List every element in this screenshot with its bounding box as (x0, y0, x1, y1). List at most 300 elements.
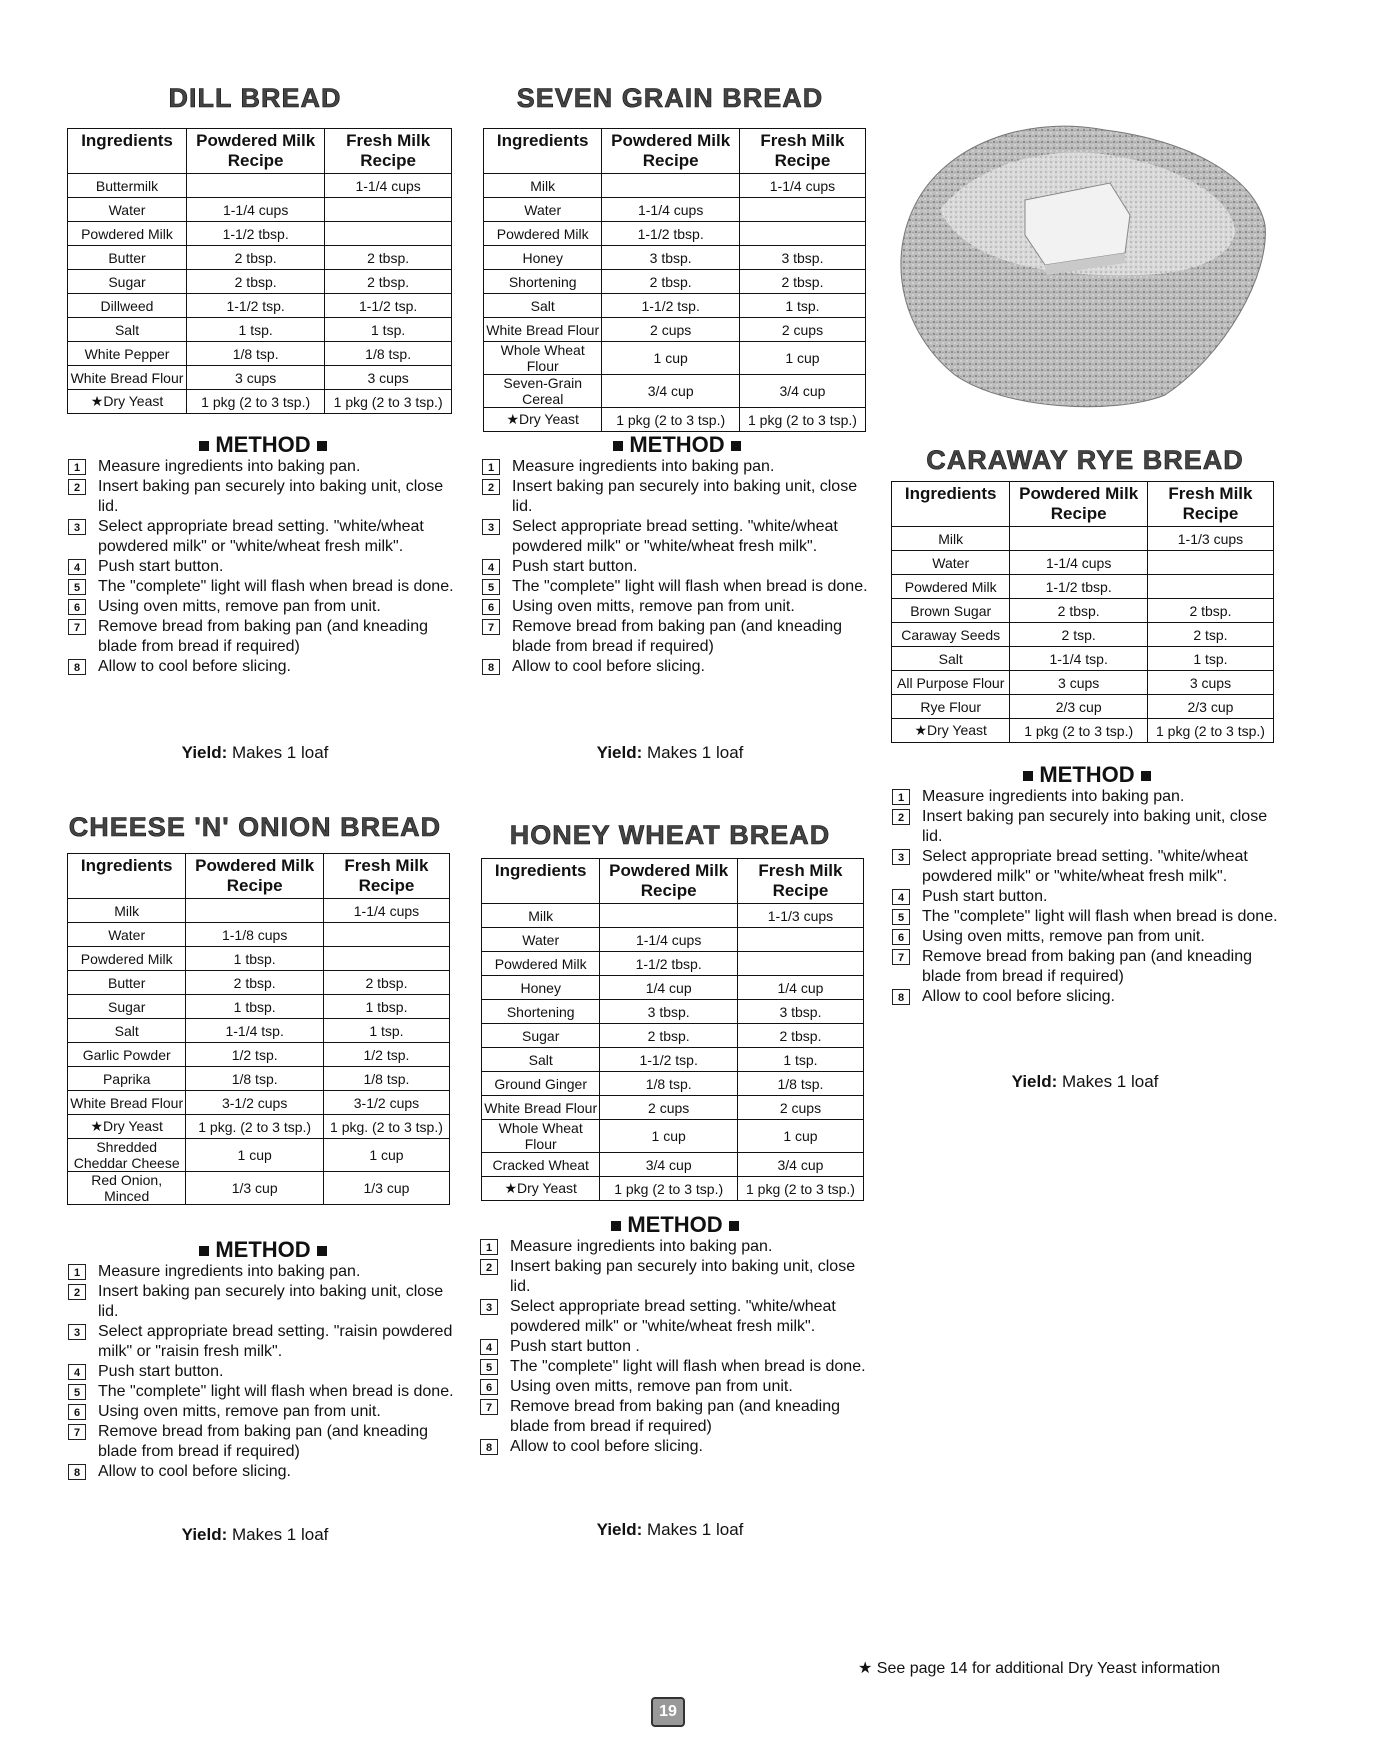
amount-cell (739, 198, 865, 222)
step-number-icon: 4 (68, 1364, 86, 1380)
amount-cell: 2 cups (737, 1096, 863, 1120)
amount-cell: 1-1/2 tsp. (325, 294, 452, 318)
ingredient-cell: Whole Wheat Flour (484, 342, 602, 375)
table-row (482, 1120, 864, 1153)
method-step (482, 657, 872, 677)
method-step (480, 1297, 870, 1337)
step-text: The "complete" light will flash when bread is done. (922, 908, 1278, 925)
method-step (480, 1357, 870, 1377)
amount-cell: 3 cups (1010, 671, 1148, 695)
step-number-icon: 6 (68, 599, 86, 615)
amount-cell: 1 tsp. (325, 318, 452, 342)
table-header-row (484, 129, 866, 174)
ingredient-cell: Butter (68, 971, 186, 995)
amount-cell: 1/8 tsp. (325, 342, 452, 366)
amount-cell: 2/3 cup (1010, 695, 1148, 719)
table-row (892, 599, 1274, 623)
amount-cell: 1/3 cup (186, 1172, 324, 1205)
step-number-icon: 3 (68, 1324, 86, 1340)
amount-cell: 1-1/4 tsp. (186, 1019, 324, 1043)
table-row (484, 270, 866, 294)
method-step (68, 597, 458, 617)
method-section (892, 762, 1282, 1007)
step-number-icon: 1 (892, 789, 910, 805)
square-bullet-icon (731, 441, 741, 451)
amount-cell: 1-1/3 cups (737, 904, 863, 928)
step-text: Using oven mitts, remove pan from unit. (922, 928, 1205, 945)
amount-cell: 2 tbsp. (600, 1024, 738, 1048)
amount-cell: 1 cup (323, 1139, 449, 1172)
amount-cell: 1-1/8 cups (186, 923, 324, 947)
step-text: Push start button. (512, 558, 638, 575)
ingredient-cell: ★Dry Yeast (68, 390, 187, 414)
method-step (68, 477, 458, 517)
amount-cell: 2 tbsp. (325, 246, 452, 270)
table-row (68, 947, 450, 971)
table-row (484, 294, 866, 318)
method-step (480, 1237, 870, 1257)
yield-line (475, 743, 865, 763)
yield-label: Yield: (596, 1520, 643, 1539)
step-text: Select appropriate bread setting. "white/wheat powdered milk" or "white/wheat fresh milk". (510, 1298, 836, 1335)
step-number-icon: 4 (892, 889, 910, 905)
step-text: Measure ingredients into baking pan. (98, 458, 361, 475)
step-text: Remove bread from baking pan (and kneading blade from bread if required) (512, 618, 842, 655)
amount-cell: 1-1/2 tsp. (600, 1048, 738, 1072)
amount-cell: 1 pkg (2 to 3 tsp.) (602, 408, 740, 432)
step-text: Select appropriate bread setting. "raisin powdered milk" or "raisin fresh milk". (98, 1323, 453, 1360)
ingredient-cell: Honey (482, 976, 600, 1000)
yield-line (475, 1520, 865, 1540)
amount-cell: 3/4 cup (739, 375, 865, 408)
table-row (482, 1048, 864, 1072)
amount-cell: 1 cup (737, 1120, 863, 1153)
amount-cell: 1/8 tsp. (323, 1067, 449, 1091)
table-header-row (68, 129, 452, 174)
step-text: Remove bread from baking pan (and kneading blade from bread if required) (98, 618, 428, 655)
step-number-icon: 8 (480, 1439, 498, 1455)
table-row (68, 899, 450, 923)
method-section (68, 1237, 458, 1482)
step-number-icon: 6 (892, 929, 910, 945)
step-number-icon: 5 (482, 579, 500, 595)
ingredient-cell: Powdered Milk (482, 952, 600, 976)
table-row (892, 527, 1274, 551)
amount-cell: 3 tbsp. (600, 1000, 738, 1024)
step-number-icon: 7 (892, 949, 910, 965)
yield-value: Makes 1 loaf (1062, 1072, 1159, 1091)
step-text: Push start button. (98, 558, 224, 575)
ingredient-cell: ★Dry Yeast (484, 408, 602, 432)
step-number-icon: 3 (482, 519, 500, 535)
table-row (484, 198, 866, 222)
method-step (482, 557, 872, 577)
step-number-icon: 5 (68, 1384, 86, 1400)
method-step (482, 517, 872, 557)
amount-cell: 1 pkg. (2 to 3 tsp.) (323, 1115, 449, 1139)
amount-cell: 2 tbsp. (602, 270, 740, 294)
method-heading-text: METHOD (215, 1237, 311, 1262)
amount-cell: 1 tsp. (187, 318, 325, 342)
amount-cell (1147, 575, 1273, 599)
ingredient-cell: Water (482, 928, 600, 952)
ingredient-cell: Shredded Cheddar Cheese (68, 1139, 186, 1172)
amount-cell: 1-1/2 tsp. (187, 294, 325, 318)
step-text: Allow to cool before slicing. (510, 1438, 703, 1455)
amount-cell (737, 928, 863, 952)
step-number-icon: 4 (68, 559, 86, 575)
yield-value: Makes 1 loaf (232, 1525, 329, 1544)
table-row (68, 1043, 450, 1067)
amount-cell: 2 tbsp. (1147, 599, 1273, 623)
ingredient-cell: ★Dry Yeast (482, 1177, 600, 1201)
ingredient-cell: Salt (484, 294, 602, 318)
method-heading (68, 1237, 458, 1262)
step-text: Insert baking pan securely into baking unit, close lid. (98, 1283, 444, 1320)
amount-cell (186, 899, 324, 923)
table-row (68, 1091, 450, 1115)
amount-cell: 2 cups (602, 318, 740, 342)
amount-cell: 1/8 tsp. (187, 342, 325, 366)
method-step (892, 807, 1282, 847)
yield-label: Yield: (181, 1525, 228, 1544)
table-row (484, 408, 866, 432)
method-section (68, 432, 458, 677)
step-text: Allow to cool before slicing. (922, 988, 1115, 1005)
table-row (484, 375, 866, 408)
step-number-icon: 1 (480, 1239, 498, 1255)
column-header: Powdered Milk Recipe (186, 854, 324, 899)
column-header: Ingredients (68, 854, 186, 899)
ingredient-cell: Powdered Milk (484, 222, 602, 246)
step-number-icon: 5 (68, 579, 86, 595)
amount-cell: 1/8 tsp. (737, 1072, 863, 1096)
ingredient-cell: Milk (482, 904, 600, 928)
method-step (68, 577, 458, 597)
step-text: Using oven mitts, remove pan from unit. (98, 1403, 381, 1420)
amount-cell: 1-1/2 tbsp. (600, 952, 738, 976)
ingredient-cell: All Purpose Flour (892, 671, 1010, 695)
ingredient-cell: Red Onion, Minced (68, 1172, 186, 1205)
yield-label: Yield: (596, 743, 643, 762)
step-number-icon: 2 (68, 1284, 86, 1300)
yield-line (60, 1525, 450, 1545)
amount-cell: 2 tbsp. (186, 971, 324, 995)
table-row (482, 1072, 864, 1096)
table-row (68, 1067, 450, 1091)
ingredient-cell: White Bread Flour (484, 318, 602, 342)
amount-cell (739, 222, 865, 246)
table-row (892, 575, 1274, 599)
ingredient-cell: Milk (484, 174, 602, 198)
square-bullet-icon (1141, 771, 1151, 781)
step-number-icon: 8 (68, 1464, 86, 1480)
column-header: Powdered Milk Recipe (602, 129, 740, 174)
step-number-icon: 6 (68, 1404, 86, 1420)
amount-cell (323, 923, 449, 947)
amount-cell (737, 952, 863, 976)
method-step (480, 1437, 870, 1457)
ingredient-cell: Seven-Grain Cereal (484, 375, 602, 408)
method-step (68, 1402, 458, 1422)
ingredient-cell: White Bread Flour (68, 366, 187, 390)
ingredient-cell: Sugar (68, 270, 187, 294)
step-text: Remove bread from baking pan (and kneading blade from bread if required) (922, 948, 1252, 985)
ingredient-cell: Sugar (482, 1024, 600, 1048)
method-step (68, 557, 458, 577)
ingredient-cell: Salt (482, 1048, 600, 1072)
method-step (68, 1422, 458, 1462)
amount-cell: 1 pkg (2 to 3 tsp.) (325, 390, 452, 414)
recipe-title: SEVEN GRAIN BREAD (516, 83, 824, 113)
step-text: The "complete" light will flash when bread is done. (98, 1383, 454, 1400)
step-number-icon: 7 (68, 619, 86, 635)
step-text: Remove bread from baking pan (and kneading blade from bread if required) (510, 1398, 840, 1435)
table-row (484, 318, 866, 342)
table-row (68, 390, 452, 414)
method-step (892, 927, 1282, 947)
table-row (68, 366, 452, 390)
table-row (892, 551, 1274, 575)
ingredient-cell: Whole Wheat Flour (482, 1120, 600, 1153)
table-row (482, 1153, 864, 1177)
ingredient-cell: Shortening (484, 270, 602, 294)
table-row (482, 1000, 864, 1024)
ingredient-cell: Salt (68, 1019, 186, 1043)
step-text: Insert baking pan securely into baking unit, close lid. (510, 1258, 856, 1295)
step-number-icon: 8 (892, 989, 910, 1005)
method-step (892, 947, 1282, 987)
amount-cell: 1/4 cup (600, 976, 738, 1000)
amount-cell: 2 cups (600, 1096, 738, 1120)
step-number-icon: 6 (480, 1379, 498, 1395)
amount-cell: 3-1/2 cups (186, 1091, 324, 1115)
square-bullet-icon (317, 1246, 327, 1256)
amount-cell: 3 cups (187, 366, 325, 390)
column-header: Fresh Milk Recipe (325, 129, 452, 174)
table-row (484, 342, 866, 375)
step-number-icon: 1 (68, 459, 86, 475)
step-text: Allow to cool before slicing. (98, 1463, 291, 1480)
table-row (68, 1139, 450, 1172)
table-row (68, 995, 450, 1019)
step-number-icon: 6 (482, 599, 500, 615)
square-bullet-icon (199, 1246, 209, 1256)
method-step (892, 787, 1282, 807)
method-step (68, 1462, 458, 1482)
method-step (480, 1257, 870, 1297)
column-header: Powdered Milk Recipe (1010, 482, 1148, 527)
amount-cell (1010, 527, 1148, 551)
ingredient-cell: Brown Sugar (892, 599, 1010, 623)
table-row (892, 647, 1274, 671)
column-header: Fresh Milk Recipe (739, 129, 865, 174)
amount-cell: 1 cup (600, 1120, 738, 1153)
method-heading-text: METHOD (1039, 762, 1135, 787)
step-number-icon: 8 (68, 659, 86, 675)
amount-cell: 3 cups (1147, 671, 1273, 695)
ingredient-cell: Powdered Milk (68, 222, 187, 246)
step-text: Insert baking pan securely into baking unit, close lid. (922, 808, 1268, 845)
ingredient-cell: Cracked Wheat (482, 1153, 600, 1177)
amount-cell: 3/4 cup (602, 375, 740, 408)
step-text: Using oven mitts, remove pan from unit. (98, 598, 381, 615)
amount-cell: 1/8 tsp. (186, 1067, 324, 1091)
amount-cell: 1 tsp. (739, 294, 865, 318)
method-step (68, 1322, 458, 1362)
step-number-icon: 4 (480, 1339, 498, 1355)
table-row (482, 904, 864, 928)
amount-cell: 1-1/4 cups (600, 928, 738, 952)
table-row (68, 1172, 450, 1205)
ingredient-cell: Sugar (68, 995, 186, 1019)
table-header-row (892, 482, 1274, 527)
amount-cell: 2 tbsp. (737, 1024, 863, 1048)
method-step (68, 1362, 458, 1382)
step-number-icon: 8 (482, 659, 500, 675)
step-text: Select appropriate bread setting. "white/wheat powdered milk" or "white/wheat fresh milk". (98, 518, 424, 555)
ingredient-cell: White Bread Flour (482, 1096, 600, 1120)
amount-cell: 1 tsp. (737, 1048, 863, 1072)
step-text: Insert baking pan securely into baking unit, close lid. (98, 478, 444, 515)
method-heading-text: METHOD (629, 432, 725, 457)
ingredient-cell: White Bread Flour (68, 1091, 186, 1115)
table-row (68, 270, 452, 294)
amount-cell: 3 tbsp. (737, 1000, 863, 1024)
step-text: Push start button. (98, 1363, 224, 1380)
method-step (480, 1397, 870, 1437)
amount-cell: 1 cup (739, 342, 865, 375)
table-row (68, 971, 450, 995)
amount-cell: 2 tbsp. (187, 246, 325, 270)
amount-cell: 1 tbsp. (186, 995, 324, 1019)
step-text: Select appropriate bread setting. "white/wheat powdered milk" or "white/wheat fresh milk". (922, 848, 1248, 885)
bread-photo (885, 105, 1275, 415)
ingredient-cell: Salt (892, 647, 1010, 671)
step-number-icon: 3 (480, 1299, 498, 1315)
step-text: Measure ingredients into baking pan. (512, 458, 775, 475)
ingredient-cell: Milk (68, 899, 186, 923)
method-step (68, 517, 458, 557)
amount-cell (325, 222, 452, 246)
ingredient-cell: Water (68, 923, 186, 947)
table-row (482, 1024, 864, 1048)
table-row (482, 928, 864, 952)
method-heading (482, 432, 872, 457)
amount-cell: 1 pkg (2 to 3 tsp.) (600, 1177, 738, 1201)
amount-cell: 1-1/2 tsp. (602, 294, 740, 318)
amount-cell: 2 tsp. (1010, 623, 1148, 647)
recipe-title: HONEY WHEAT BREAD (509, 820, 831, 850)
ingredient-cell: Milk (892, 527, 1010, 551)
method-step (68, 1282, 458, 1322)
ingredient-cell: Powdered Milk (892, 575, 1010, 599)
amount-cell: 3/4 cup (600, 1153, 738, 1177)
amount-cell: 1-1/3 cups (1147, 527, 1273, 551)
ingredient-cell: Salt (68, 318, 187, 342)
method-heading-text: METHOD (215, 432, 311, 457)
amount-cell: 1 tbsp. (186, 947, 324, 971)
method-step (482, 477, 872, 517)
step-text: Allow to cool before slicing. (98, 658, 291, 675)
amount-cell: 3 tbsp. (739, 246, 865, 270)
ingredient-cell: Water (68, 198, 187, 222)
step-number-icon: 2 (68, 479, 86, 495)
method-section (482, 432, 872, 677)
amount-cell: 2 tsp. (1147, 623, 1273, 647)
ingredient-cell: Paprika (68, 1067, 186, 1091)
dry-yeast-footnote: ★ See page 14 for additional Dry Yeast information (858, 1660, 1221, 1677)
table-row (68, 222, 452, 246)
amount-cell: 1-1/4 cups (323, 899, 449, 923)
step-number-icon: 2 (892, 809, 910, 825)
table-row (892, 671, 1274, 695)
square-bullet-icon (1023, 771, 1033, 781)
method-step (482, 597, 872, 617)
amount-cell (187, 174, 325, 198)
column-header: Ingredients (892, 482, 1010, 527)
amount-cell: 3 cups (325, 366, 452, 390)
yield-value: Makes 1 loaf (232, 743, 329, 762)
column-header: Fresh Milk Recipe (737, 859, 863, 904)
amount-cell: 1-1/4 cups (325, 174, 452, 198)
ingredient-cell: Honey (484, 246, 602, 270)
square-bullet-icon (611, 1221, 621, 1231)
amount-cell: 2 tbsp. (325, 270, 452, 294)
step-number-icon: 4 (482, 559, 500, 575)
amount-cell (602, 174, 740, 198)
amount-cell: 3/4 cup (737, 1153, 863, 1177)
method-step (892, 887, 1282, 907)
step-number-icon: 3 (892, 849, 910, 865)
table-row (482, 976, 864, 1000)
table-row (482, 952, 864, 976)
amount-cell: 1 pkg (2 to 3 tsp.) (739, 408, 865, 432)
ingredient-cell: ★Dry Yeast (68, 1115, 186, 1139)
amount-cell: 1 cup (186, 1139, 324, 1172)
column-header: Ingredients (68, 129, 187, 174)
amount-cell: 1-1/2 tbsp. (187, 222, 325, 246)
method-step (482, 617, 872, 657)
amount-cell: 1 tsp. (323, 1019, 449, 1043)
ingredient-cell: Water (484, 198, 602, 222)
method-step (68, 617, 458, 657)
column-header: Fresh Milk Recipe (323, 854, 449, 899)
column-header: Fresh Milk Recipe (1147, 482, 1273, 527)
table-row (68, 246, 452, 270)
method-heading (892, 762, 1282, 787)
method-step (892, 847, 1282, 887)
step-text: Allow to cool before slicing. (512, 658, 705, 675)
ingredient-cell: Water (892, 551, 1010, 575)
amount-cell: 2 tbsp. (739, 270, 865, 294)
table-row (68, 198, 452, 222)
amount-cell (1147, 551, 1273, 575)
table-row (892, 695, 1274, 719)
amount-cell: 3-1/2 cups (323, 1091, 449, 1115)
ingredient-cell: Shortening (482, 1000, 600, 1024)
table-row (892, 623, 1274, 647)
amount-cell: 1-1/4 cups (602, 198, 740, 222)
method-step (480, 1377, 870, 1397)
step-text: Remove bread from baking pan (and kneading blade from bread if required) (98, 1423, 428, 1460)
step-text: Using oven mitts, remove pan from unit. (512, 598, 795, 615)
method-step (482, 457, 872, 477)
table-header-row (482, 859, 864, 904)
amount-cell: 1/2 tsp. (186, 1043, 324, 1067)
amount-cell: 2 tbsp. (187, 270, 325, 294)
step-number-icon: 7 (480, 1399, 498, 1415)
